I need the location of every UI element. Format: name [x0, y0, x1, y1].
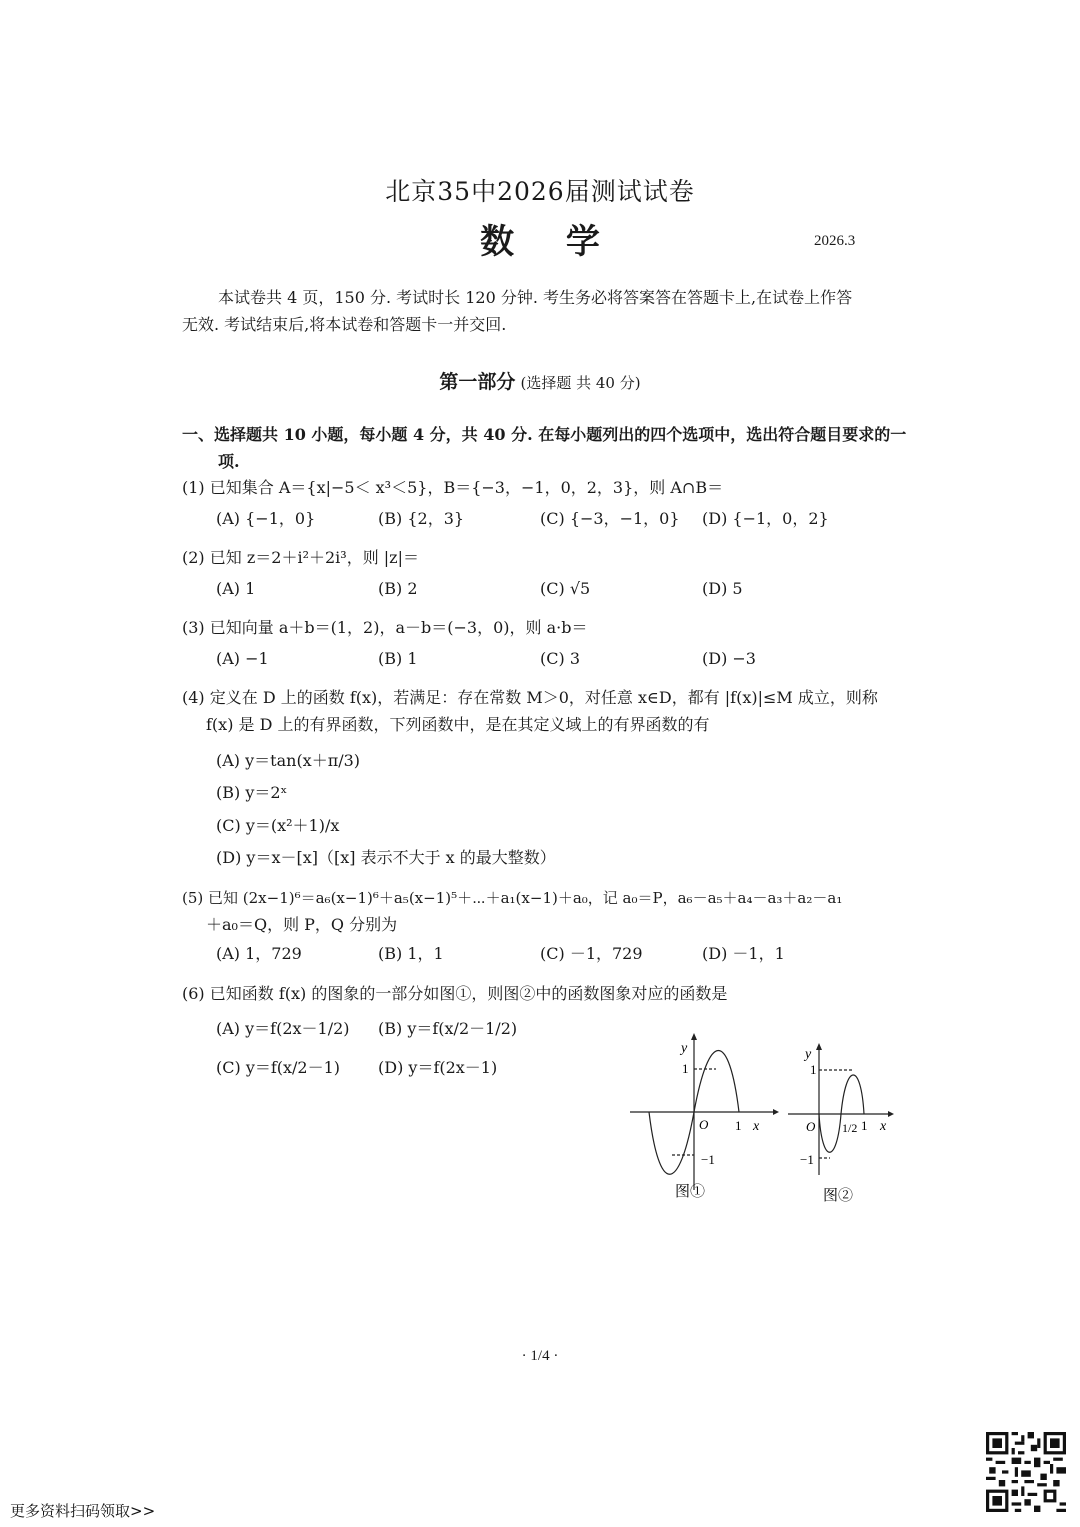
instructions-line-2: 无效. 考试结束后,将本试卷和答题卡一并交回. — [182, 315, 507, 334]
question-3-option-d: (D) −3 — [702, 649, 756, 668]
figure-2-y-arrow — [816, 1043, 822, 1050]
question-5-stem-2: ＋a₀＝Q，则 P，Q 分别为 — [206, 915, 398, 934]
question-4-option-d: (D) y＝x－[x]（[x] 表示不大于 x 的最大整数） — [216, 848, 556, 867]
question-5-option-c: (C) －1，729 — [540, 944, 643, 963]
figure-1-x-arrow — [773, 1109, 779, 1115]
question-2-option-c: (C) √5 — [540, 579, 591, 598]
figure-2-tick-y-pos: 1 — [810, 1062, 817, 1077]
section-one-instruction-1: 一、选择题共 10 小题，每小题 4 分，共 40 分. 在每小题列出的四个选项中，选出符合题目要求的一 — [182, 425, 907, 444]
question-3-option-c: (C) 3 — [540, 649, 580, 668]
question-4-stem-1: (4) 定义在 D 上的函数 f(x)，若满足：存在常数 M＞0，对任意 x∈D，都有 |f(x)|≤M 成立，则称 — [182, 688, 878, 707]
question-5-option-a: (A) 1，729 — [216, 944, 302, 963]
figure-2-origin: O — [806, 1119, 816, 1134]
figure-2-tick-x-half: 1/2 — [842, 1121, 858, 1135]
figure-1-tick-x: 1 — [735, 1118, 742, 1133]
figure-2-graph — [785, 1040, 905, 1210]
figure-2-tick-y-neg: −1 — [800, 1152, 814, 1167]
question-1-stem: (1) 已知集合 A＝{x|−5＜ x³＜5}，B＝{−3，−1，0，2，3}，则 A∩B＝ — [182, 478, 724, 497]
question-4-option-a: (A) y＝tan(x＋π/3) — [216, 751, 361, 770]
section-one-instruction-2: 项. — [218, 452, 240, 471]
question-2-option-d: (D) 5 — [702, 579, 743, 598]
question-4-option-c: (C) y＝(x²＋1)/x — [216, 816, 340, 835]
figure-2-x-arrow — [888, 1111, 894, 1117]
part-one-subtitle: (选择题 共 40 分) — [520, 374, 641, 392]
question-3-option-b: (B) 1 — [378, 649, 418, 668]
question-5-option-d: (D) －1，1 — [702, 944, 785, 963]
figure-2-y-label: y — [805, 1047, 812, 1062]
figure-2-tick-x: 1 — [861, 1118, 868, 1133]
footer-promo-text[interactable]: 更多资料扫码领取>> — [10, 1502, 156, 1520]
question-2-option-b: (B) 2 — [378, 579, 418, 598]
figure-2-x-label: x — [880, 1119, 887, 1134]
part-one-title: 第一部分 — [439, 371, 516, 393]
question-1-option-b: (B) {2，3} — [378, 509, 465, 528]
question-1-option-d: (D) {−1，0，2} — [702, 509, 829, 528]
question-3-option-a: (A) −1 — [216, 649, 269, 668]
subject-title: 数 学 — [480, 222, 620, 262]
question-6-option-c: (C) y＝f(x/2－1) — [216, 1058, 341, 1077]
figure-1-tick-y-pos: 1 — [682, 1061, 689, 1076]
school-title: 北京35中2026届测试试卷 — [385, 177, 695, 206]
question-5-stem-1: (5) 已知 (2x−1)⁶＝a₆(x−1)⁶＋a₅(x−1)⁵＋⋯＋a₁(x−1)＋a₀，记 a₀＝P，a₆－a₅＋a₄－a₃＋a₂－a₁ — [182, 889, 843, 907]
figure-1-y-label: y — [681, 1041, 688, 1056]
question-2-stem: (2) 已知 z＝2＋i²＋2i³，则 |z|＝ — [182, 548, 419, 567]
question-1-option-a: (A) {−1，0} — [216, 509, 316, 528]
page-number: · 1/4 · — [521, 1348, 559, 1364]
figure-1-origin: O — [699, 1117, 709, 1132]
instructions-line-1: 本试卷共 4 页，150 分. 考试时长 120 分钟. 考生务必将答案答在答题卡上,在试卷上作答 — [218, 288, 853, 307]
question-4-stem-2: f(x) 是 D 上的有界函数，下列函数中，是在其定义域上的有界函数的有 — [206, 715, 710, 734]
question-1-option-c: (C) {−3，−1，0} — [540, 509, 680, 528]
question-6-option-d: (D) y＝f(2x－1) — [378, 1058, 498, 1077]
question-3-stem: (3) 已知向量 a＋b＝(1，2)，a－b＝(−3，0)，则 a·b＝ — [182, 618, 588, 637]
qr-code-icon[interactable] — [986, 1432, 1066, 1512]
question-2-option-a: (A) 1 — [216, 579, 256, 598]
question-6-option-a: (A) y＝f(2x－1/2) — [216, 1019, 350, 1038]
question-4-option-b: (B) y＝2ˣ — [216, 783, 288, 802]
figure-2-caption: 图② — [823, 1188, 854, 1204]
question-5-option-b: (B) 1，1 — [378, 944, 444, 963]
figure-1-tick-y-neg: −1 — [701, 1152, 715, 1167]
question-6-option-b: (B) y＝f(x/2－1/2) — [378, 1019, 518, 1038]
figure-1-caption: 图① — [675, 1184, 706, 1200]
question-6-stem: (6) 已知函数 f(x) 的图象的一部分如图①，则图②中的函数图象对应的函数是 — [182, 984, 728, 1003]
figure-1-x-label: x — [753, 1119, 760, 1134]
part-one-heading — [0, 367, 1080, 394]
figure-1-graph — [625, 1030, 785, 1210]
exam-date: 2026.3 — [814, 233, 856, 249]
figure-1-y-arrow — [691, 1033, 697, 1040]
